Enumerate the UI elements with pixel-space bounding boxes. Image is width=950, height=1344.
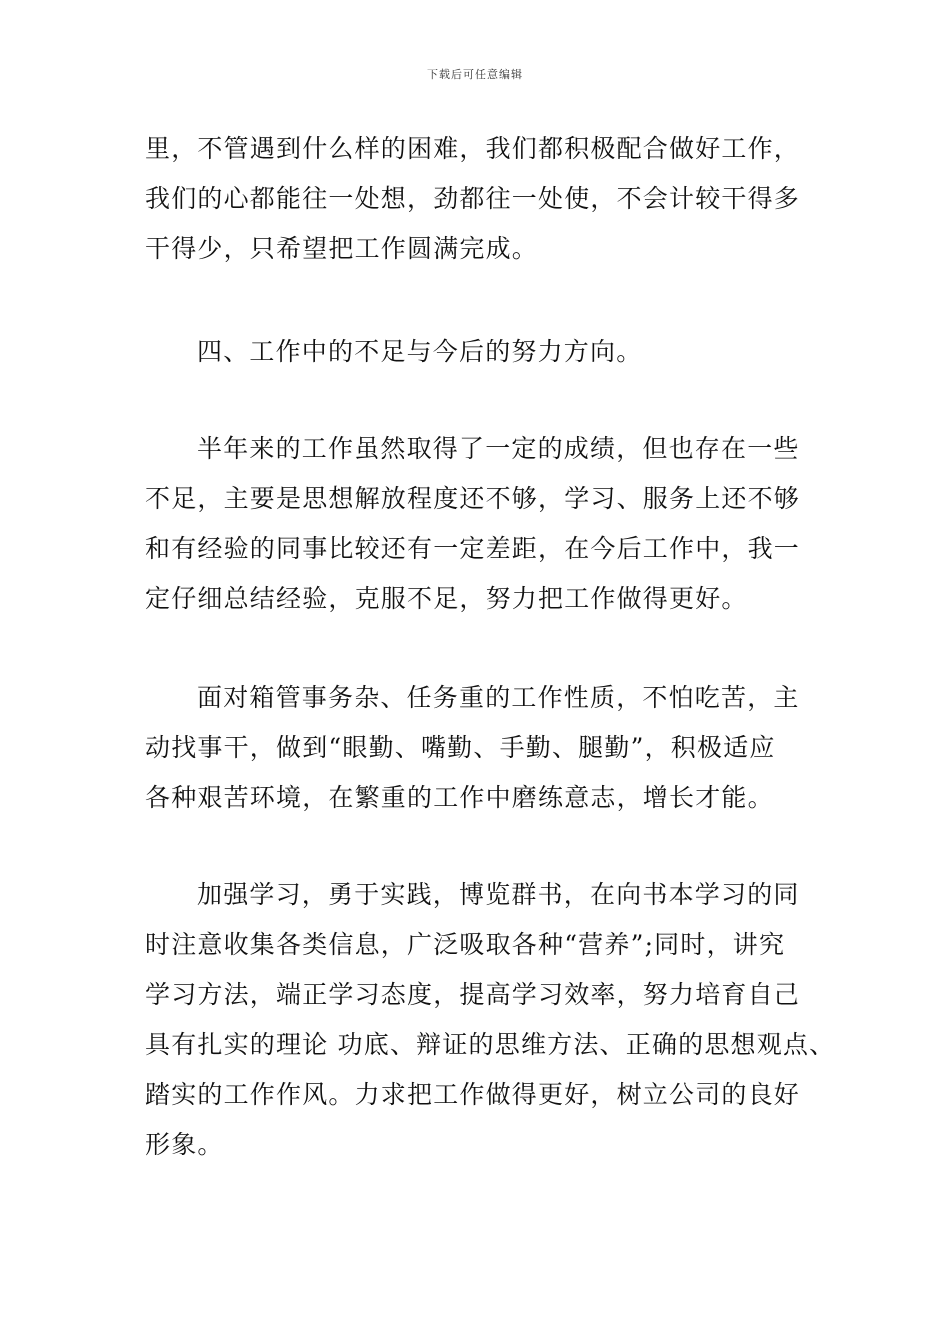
text-line: 具有扎实的理论 功底、辩证的思维方法、正确的思想观点、 <box>145 1030 836 1059</box>
text-line: 半年来的工作虽然取得了一定的成绩，但也存在一些 <box>197 434 800 463</box>
text-line: 动找事干，做到“眼勤、嘴勤、手勤、腿勤”，积极适应 <box>145 733 776 762</box>
text-line: 里，不管遇到什么样的困难，我们都积极配合做好工作， <box>145 134 801 163</box>
paragraph-shortcomings <box>145 424 845 624</box>
text-line: 各种艰苦环境，在繁重的工作中磨练意志，增长才能。 <box>145 783 774 812</box>
text-line: 和有经验的同事比较还有一定差距，在今后工作中，我一 <box>145 534 801 563</box>
section-heading <box>145 327 845 377</box>
text-line: 定仔细总结经验，克服不足，努力把工作做得更好。 <box>145 584 748 613</box>
paragraph-continuation <box>145 124 845 274</box>
text-line: 时注意收集各类信息，广泛吸取各种“营养”;同时，讲究 <box>145 930 786 959</box>
paragraph-learning <box>145 870 845 1170</box>
text-line: 形象。 <box>145 1130 224 1159</box>
text-line: 加强学习，勇于实践，博览群书，在向书本学习的同 <box>197 880 800 909</box>
text-line: 学习方法，端正学习态度，提高学习效率，努力培育自己 <box>145 980 801 1009</box>
text-line: 干得少，只希望把工作圆满完成。 <box>145 234 539 263</box>
text-line: 踏实的工作作风。力求把工作做得更好，树立公司的良好 <box>145 1080 801 1109</box>
heading-line: 四、工作中的不足与今后的努力方向。 <box>197 337 643 366</box>
paragraph-hard-work <box>145 673 845 823</box>
text-line: 面对箱管事务杂、任务重的工作性质，不怕吃苦，主 <box>197 683 800 712</box>
text-line: 不足，主要是思想解放程度还不够，学习、服务上还不够 <box>145 484 801 513</box>
text-line: 我们的心都能往一处想，劲都往一处使，不会计较干得多 <box>145 184 801 213</box>
page-header: 下载后可任意编辑 <box>427 68 523 81</box>
